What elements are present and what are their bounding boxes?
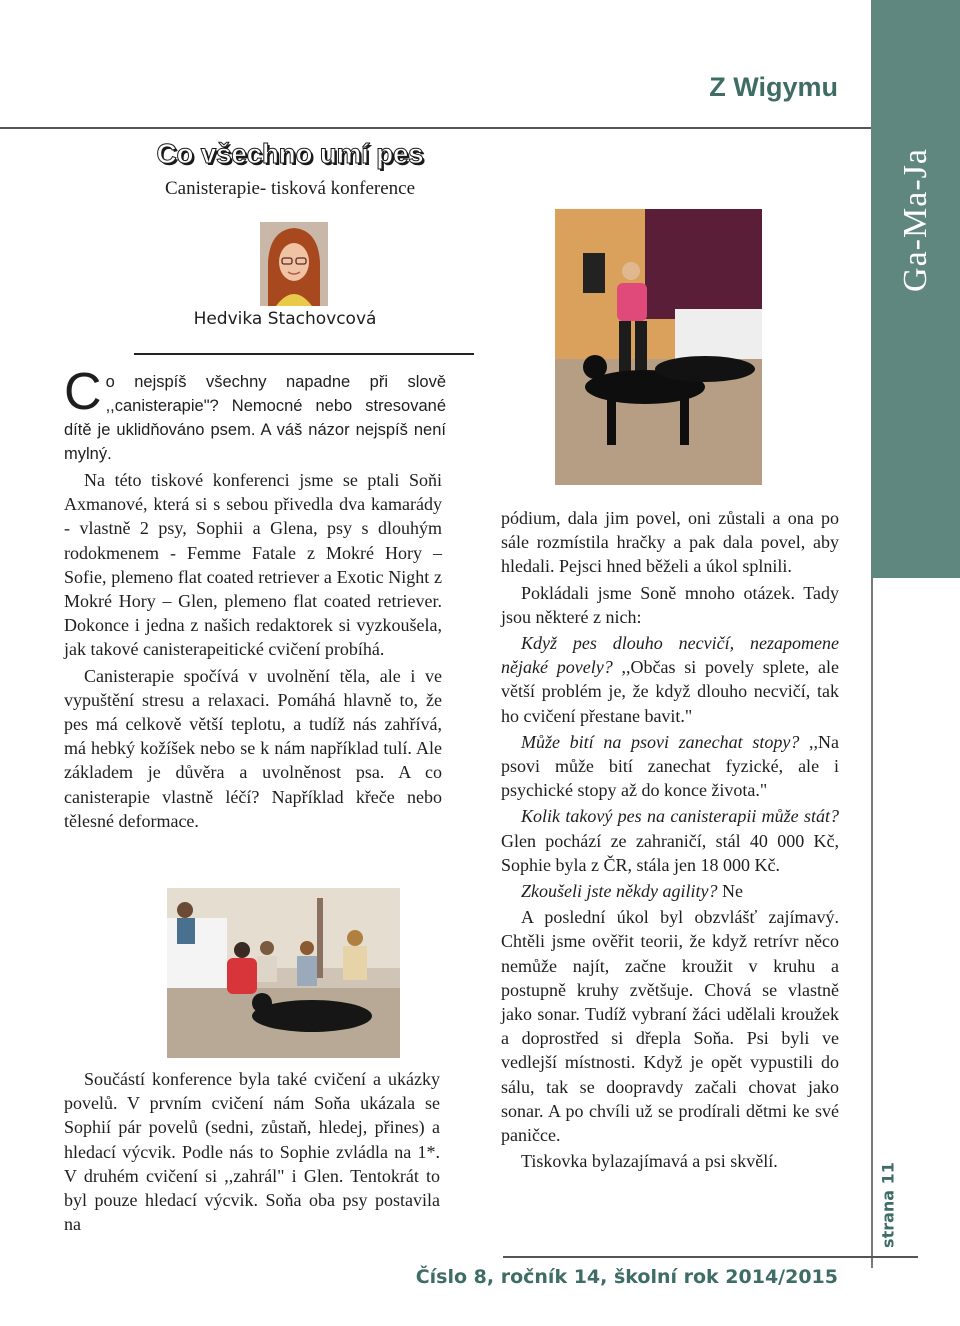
- qa-item: [501, 631, 839, 728]
- paragraph: Canisterapie spočívá v uvolnění těla, ale i ve vypuštění stresu a relaxaci. Pomáhá hlavně to, že pes má celkově větší teplotu, a tudíž nás zahřívá, má hebký kožíšek nebo se k nám například tulí. Ale základem je důvěra a uvolněnost psa. A co canisterapie vlastně léčí? Například křeče nebo tělesné deformace.: [64, 665, 442, 831]
- author-rule: [134, 353, 474, 355]
- magazine-name: Ga-Ma-Ja: [896, 148, 934, 292]
- article-subtitle: Canisterapie- tisková konference: [164, 178, 416, 199]
- paragraph: pódium, dala jim povel, oni zůstali a ona po sále rozmístila hračky a pak dala povel, aby hledali. Pejsci hned běželi a úkol splnili.: [501, 508, 839, 577]
- answer: ,,Občas si povely splete, ale větší problém je, že když dlouho necvičí, tak ho cvičení přestane bavit.": [501, 657, 840, 726]
- footer-rule: [503, 1256, 918, 1258]
- page-number: strana 11: [878, 1162, 898, 1248]
- column-left-top: [64, 468, 442, 835]
- column-right: [501, 506, 839, 1175]
- sidebar-divider-line: [871, 578, 873, 1268]
- question: Když pes dlouho necvičí, nezapomene nějaké povely?: [501, 633, 839, 678]
- section-title: Z Wigymu: [709, 72, 838, 102]
- article-title: Co všechno umí pes: [156, 138, 424, 169]
- question: Kolik takový pes na canisterapii může stát?: [521, 806, 839, 827]
- article-author: Hedvika Stachovcová: [193, 309, 377, 329]
- question: Může bití na psovi zanechat stopy?: [521, 731, 800, 752]
- question: Zkoušeli jste někdy agility?: [521, 881, 718, 902]
- lead-paragraph: [64, 363, 446, 466]
- lead-text: o nejspíš všechny napadne při slově ,,canisterapie"? Nemocné nebo stresované dítě je uklidňováno psem. A váš názor nejspíš není mylný.: [64, 373, 446, 463]
- header-rule: [0, 127, 871, 129]
- answer: Glen pochází ze zahraničí, stál 40 000 Kč, Sophie byla z ČR, stála jen 18 000 Kč.: [501, 830, 839, 875]
- qa-item: [501, 879, 839, 903]
- answer: ,,Na psovi může bití zanechat fyzické, ale i psychické stopy až do konce života.": [501, 731, 839, 801]
- paragraph: Pokládali jsme Soně mnoho otázek. Tady jsou některé z nich:: [501, 582, 839, 627]
- issue-info: Číslo 8, ročník 14, školní rok 2014/2015: [415, 1266, 838, 1288]
- photo-handler-with-dogs: [555, 209, 762, 485]
- author-photo: [260, 222, 328, 306]
- drop-cap: C: [64, 363, 102, 421]
- photo-dog-exercise: [167, 888, 400, 1058]
- paragraph: Tiskovka bylazajímavá a psi skvělí.: [521, 1151, 778, 1172]
- column-left-bottom: [64, 1067, 440, 1238]
- qa-item: [501, 804, 839, 877]
- paragraph: A poslední úkol byl obzvlášť zajímavý. Chtěli jsme ověřit teorii, že když retrívr něco nemůže najít, začne kroužit v kruhu a postupně kruhy zvětšuje. Chová se vlastně jako sonar. Tudíž vybraní žáci udělali kroužek a doprostřed si dřepla Soňa. Psi byli ve vedlejší místnosti. Když je opět vypustili do sálu, tak se doopravdy začali chovat jako sonar. A po chvíli už se prodírali dětmi ke své paničce.: [501, 907, 839, 1146]
- answer: Ne: [717, 881, 743, 902]
- paragraph: Součástí konference byla také cvičení a ukázky povelů. V prvním cvičení nám Soňa ukázala se Sophií pár povelů (sedni, zůstaň, hledej, přines) a hledací výcvik. Podle nás to Sophie zvládla na 1*. V druhém cvičení si ,,zahrál" i Glen. Tentokrát to byl pouze hledací výcvik. Soňa oba psy postavila na: [64, 1069, 440, 1235]
- paragraph: Na této tiskové konferenci jsme se ptali Soňi Axmanové, která si s sebou přivedla dva kamarády - vlastně 2 psy, Sophii a Glena, psy s dlouhým rodokmenem - Femme Fatale z Mokré Hory – Sofie, plemeno flat coated retriever a Exotic Night z Mokré Hory – Glen, plemeno flat coated retriever. Dokonce i jedna z našich redaktorek si vyzkoušela, jak takové canisterapeitické cvičení probíhá.: [64, 470, 442, 660]
- qa-item: [501, 730, 839, 803]
